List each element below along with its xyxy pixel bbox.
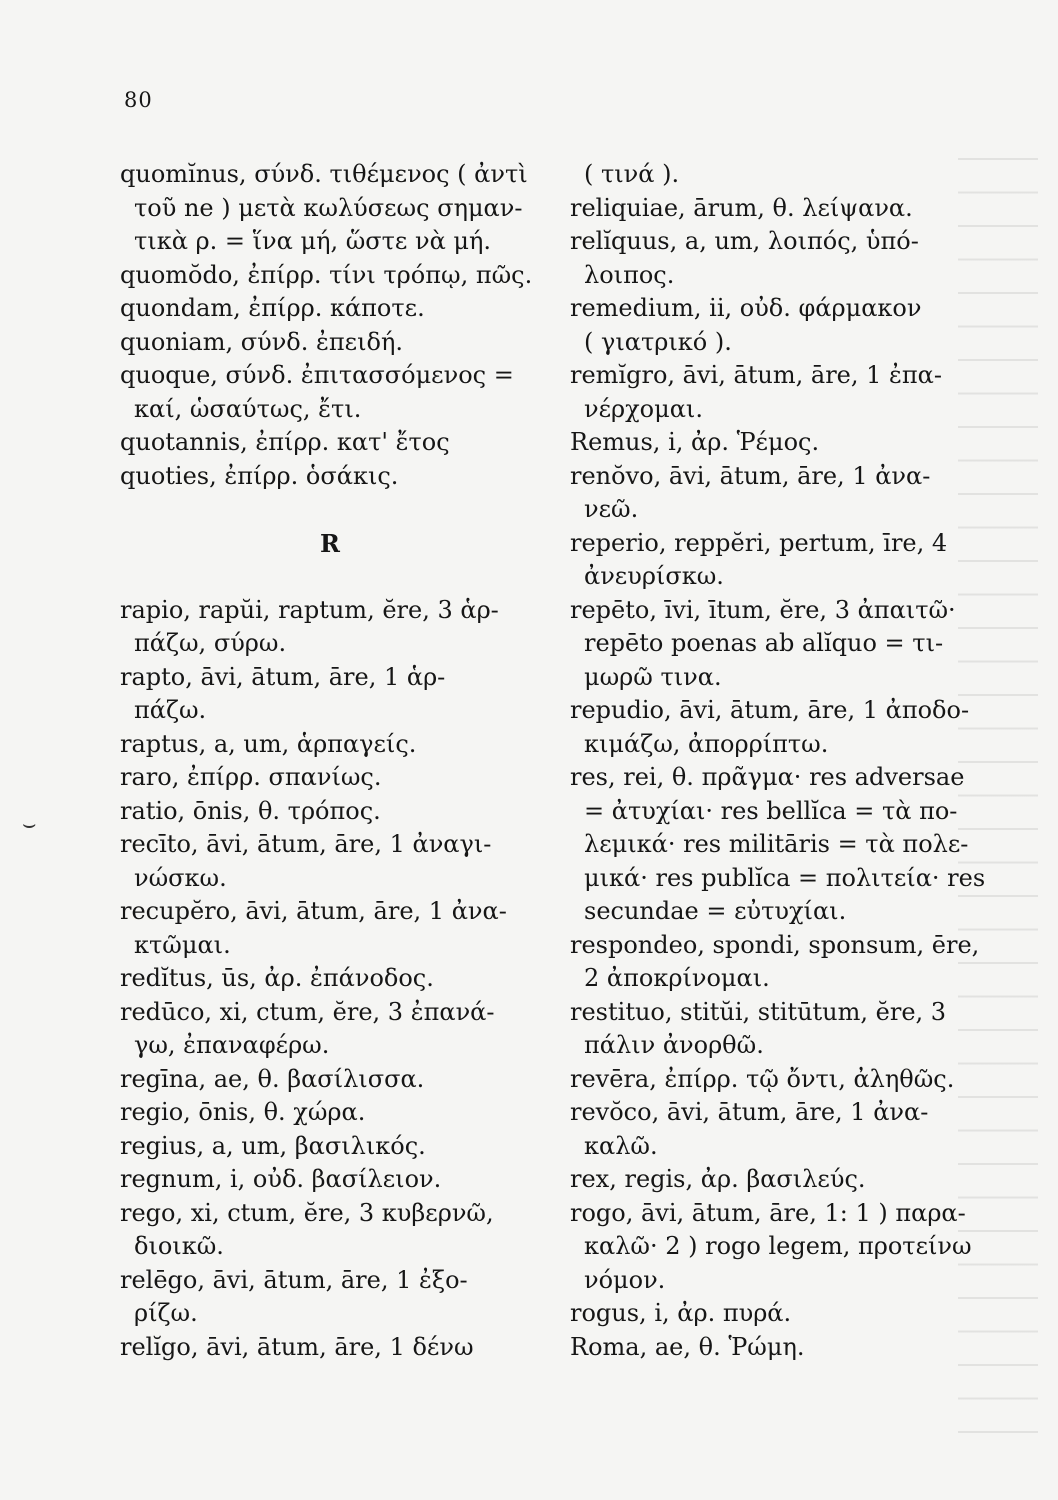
dictionary-line: relĭgo, āvi, ātum, āre, 1 δένω	[120, 1332, 474, 1361]
dictionary-line: rapto, āvi, ātum, āre, 1 ἁρ-	[120, 662, 446, 691]
dictionary-line: Remus, i, ἀρ. Ῥέμος.	[570, 428, 820, 456]
dictionary-line: raptus, a, um, ἁρπαγείς.	[120, 729, 417, 758]
dictionary-line: reperio, reppĕri, pertum, īre, 4	[570, 528, 948, 557]
dictionary-line: raro, ἐπίρρ. σπανίως.	[120, 763, 382, 791]
dictionary-line: recīto, āvi, ātum, āre, 1 ἀναγι-	[120, 830, 492, 858]
dictionary-line: quoniam, σύνδ. ἐπειδή.	[120, 327, 403, 356]
dictionary-line: quomŏdo, ἐπίρρ. τίνι τρόπῳ, πῶς.	[120, 260, 533, 289]
dictionary-line: μικά· res publĭca = πολιτεία· res	[584, 863, 986, 892]
dictionary-line: reliquiae, ārum, θ. λείψανα.	[570, 193, 913, 222]
dictionary-line: κιμάζω, ἀπορρίπτω.	[584, 729, 829, 758]
dictionary-line: quotannis, ἐπίρρ. κατ' ἔτος	[120, 428, 450, 456]
dictionary-line: quoties, ἐπίρρ. ὁσάκις.	[120, 461, 399, 490]
dictionary-line: 2 ἀποκρίνομαι.	[584, 964, 770, 992]
dictionary-line: quomĭnus, σύνδ. τιθέμενος ( ἀντὶ	[120, 160, 528, 188]
dictionary-line: γω, ἐπαναφέρω.	[134, 1031, 330, 1059]
dictionary-line: ratio, ōnis, θ. τρόπος.	[120, 796, 381, 825]
dictionary-line: νέρχομαι.	[584, 394, 703, 423]
dictionary-line: res, rei, θ. πρᾶγμα· res adversae	[570, 763, 965, 791]
dictionary-line: revēra, ἐπίρρ. τῷ ὄντι, ἀληθῶς.	[570, 1064, 955, 1093]
dictionary-line: ( γιατρικό ).	[584, 327, 732, 356]
dictionary-line: ( τινά ).	[584, 160, 680, 188]
dictionary-line: redĭtus, ūs, ἀρ. ἐπάνοδος.	[120, 964, 434, 992]
dictionary-line: remedium, ii, οὐδ. φάρμακον	[570, 294, 922, 322]
dictionary-line: remĭgro, āvi, ātum, āre, 1 ἐπα-	[570, 361, 942, 389]
dictionary-line: recupĕro, āvi, ātum, āre, 1 ἀνα-	[120, 897, 507, 925]
dictionary-line: Roma, ae, θ. Ῥώμη.	[570, 1332, 805, 1361]
section-heading: R	[320, 528, 340, 558]
dictionary-line: revŏco, āvi, ātum, āre, 1 ἀνα-	[570, 1098, 929, 1126]
dictionary-line: secundae = εὐτυχίαι.	[584, 897, 847, 925]
dictionary-line: πάλιν ἀνορθῶ.	[584, 1031, 764, 1059]
dictionary-line: διοικῶ.	[134, 1232, 224, 1260]
dictionary-line: λεμικά· res militāris = τὰ πολε-	[584, 830, 969, 858]
dictionary-line: repudio, āvi, ātum, āre, 1 ἀποδο-	[570, 696, 970, 724]
dictionary-line: μωρῶ τινα.	[584, 662, 722, 691]
dictionary-line: regius, a, um, βασιλικός.	[120, 1131, 426, 1160]
dictionary-line: τοῦ ne ) μετὰ κωλύσεως σημαν-	[134, 193, 523, 222]
dictionary-line: rex, regis, ἀρ. βασιλεύς.	[570, 1165, 866, 1193]
dictionary-line: νόμον.	[584, 1265, 666, 1294]
dictionary-line: repēto poenas ab alĭquo = τι-	[584, 629, 944, 657]
dictionary-line: ρίζω.	[134, 1299, 198, 1327]
dictionary-line: λοιπος.	[584, 260, 675, 289]
page-number: 80	[124, 88, 153, 112]
dictionary-line: καλῶ· 2 ) rogo legem, προτείνω	[584, 1232, 972, 1260]
dictionary-line: = ἀτυχίαι· res bellĭca = τὰ πο-	[584, 796, 958, 825]
dictionary-line: restituo, stitŭi, stitūtum, ĕre, 3	[570, 997, 947, 1026]
dictionary-line: relĭquus, a, um, λοιπός, ὑπό-	[570, 227, 919, 255]
dictionary-line: quondam, ἐπίρρ. κάποτε.	[120, 294, 425, 322]
dictionary-line: καί, ὡσαύτως, ἔτι.	[134, 394, 362, 423]
dictionary-line: regīna, ae, θ. βασίλισσα.	[120, 1064, 425, 1093]
dictionary-line: regio, ōnis, θ. χώρα.	[120, 1098, 366, 1126]
dictionary-line: κτῶμαι.	[134, 930, 231, 959]
dictionary-line: relēgo, āvi, ātum, āre, 1 ἐξο-	[120, 1265, 468, 1294]
left-column	[120, 158, 540, 1364]
blank-line	[120, 560, 540, 594]
dictionary-line: rogo, āvi, ātum, āre, 1: 1 ) παρα-	[570, 1198, 966, 1227]
dictionary-line: νεῶ.	[584, 495, 639, 523]
right-column	[570, 158, 1010, 1364]
dictionary-line: rogus, i, ἀρ. πυρά.	[570, 1299, 792, 1327]
dictionary-line: quoque, σύνδ. ἐπιτασσόμενος =	[120, 361, 514, 389]
dictionary-line: respondeo, spondi, sponsum, ēre,	[570, 930, 980, 959]
dictionary-line: repēto, īvi, ītum, ĕre, 3 ἀπαιτῶ·	[570, 595, 956, 624]
blank-line	[120, 493, 540, 527]
dictionary-line: redūco, xi, ctum, ĕre, 3 ἐπανά-	[120, 997, 495, 1026]
dictionary-line: regnum, i, οὐδ. βασίλειον.	[120, 1165, 442, 1193]
dictionary-line: τικὰ ρ. = ἵνα μή, ὥστε νὰ μή.	[134, 227, 492, 255]
dictionary-line: νώσκω.	[134, 863, 227, 892]
dictionary-line: καλῶ.	[584, 1131, 658, 1160]
dictionary-line: ἀνευρίσκω.	[584, 562, 724, 590]
dictionary-line: πάζω.	[134, 696, 207, 724]
dictionary-line: rapio, rapŭi, raptum, ĕre, 3 ἁρ-	[120, 595, 499, 624]
dictionary-line: rego, xi, ctum, ĕre, 3 κυβερνῶ,	[120, 1198, 494, 1227]
dictionary-line: renŏvo, āvi, ātum, āre, 1 ἀνα-	[570, 461, 931, 490]
dictionary-line: πάζω, σύρω.	[134, 629, 287, 657]
margin-mark: ⌣	[22, 812, 37, 837]
